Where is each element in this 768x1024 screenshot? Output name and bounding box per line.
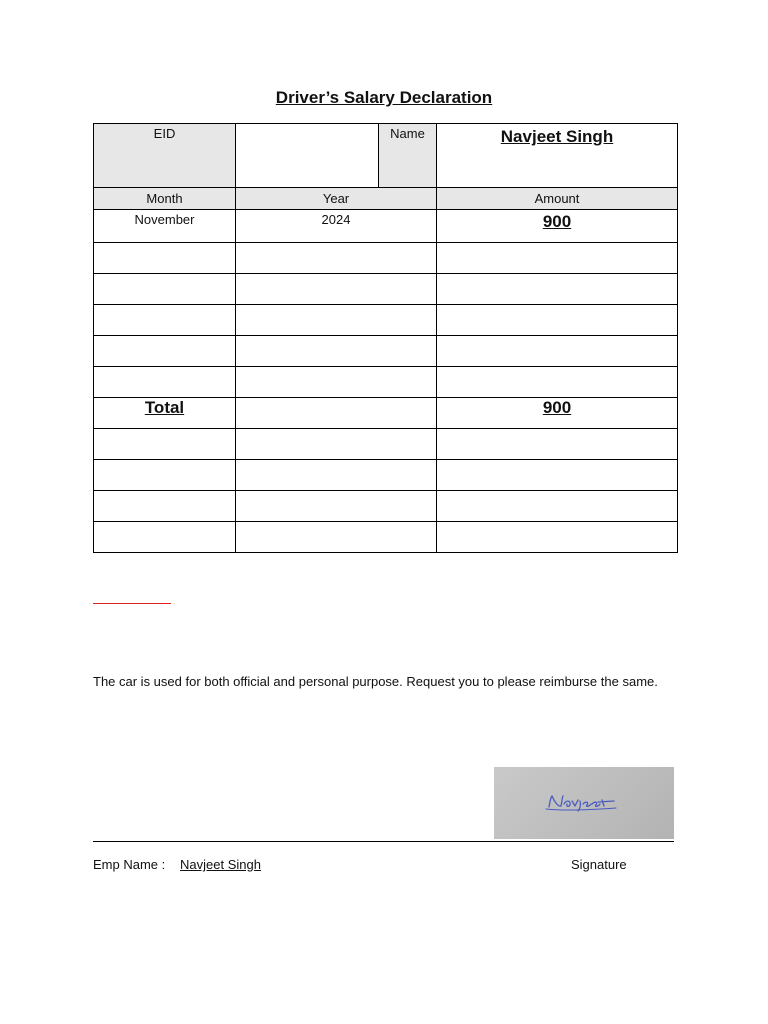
eid-value-cell — [236, 124, 379, 188]
footer-rule — [93, 841, 674, 842]
month-cell: November — [94, 210, 236, 243]
table-row — [94, 460, 678, 491]
handwritten-signature — [494, 767, 674, 839]
month-header: Month — [94, 188, 236, 210]
table-row — [94, 243, 678, 274]
total-row — [94, 398, 678, 429]
signature-image — [494, 767, 674, 839]
eid-label-cell — [94, 124, 236, 188]
red-divider — [93, 603, 171, 604]
salary-table — [93, 123, 678, 553]
year-header: Year — [236, 188, 437, 210]
total-amount: 900 — [542, 398, 572, 417]
table-row — [94, 429, 678, 460]
amount-header: Amount — [437, 188, 678, 210]
name-label-cell — [379, 124, 437, 188]
eid-label: EID — [153, 126, 176, 141]
emp-name-label: Emp Name : — [93, 857, 166, 872]
reimbursement-note: The car is used for both official and personal purpose. Request you to please reimburse the same. — [93, 674, 658, 689]
signature-label: Signature — [571, 857, 627, 872]
table-row — [94, 210, 678, 243]
emp-name-value: Navjeet Singh — [180, 857, 261, 872]
name-label: Name — [390, 126, 425, 141]
table-row — [94, 491, 678, 522]
total-amount-cell — [437, 398, 678, 429]
table-row — [94, 336, 678, 367]
name-value-cell — [437, 124, 678, 188]
amount-value: 900 — [542, 212, 572, 231]
year-cell: 2024 — [236, 210, 437, 243]
table-row — [94, 305, 678, 336]
amount-cell — [437, 210, 678, 243]
total-label: Total — [144, 398, 185, 417]
column-header-row — [94, 188, 678, 210]
table-row — [94, 522, 678, 553]
table-row — [94, 274, 678, 305]
document-title: Driver’s Salary Declaration — [275, 88, 493, 107]
table-row — [94, 367, 678, 398]
total-label-cell — [94, 398, 236, 429]
header-info-row — [94, 124, 678, 188]
name-value: Navjeet Singh — [500, 127, 614, 146]
